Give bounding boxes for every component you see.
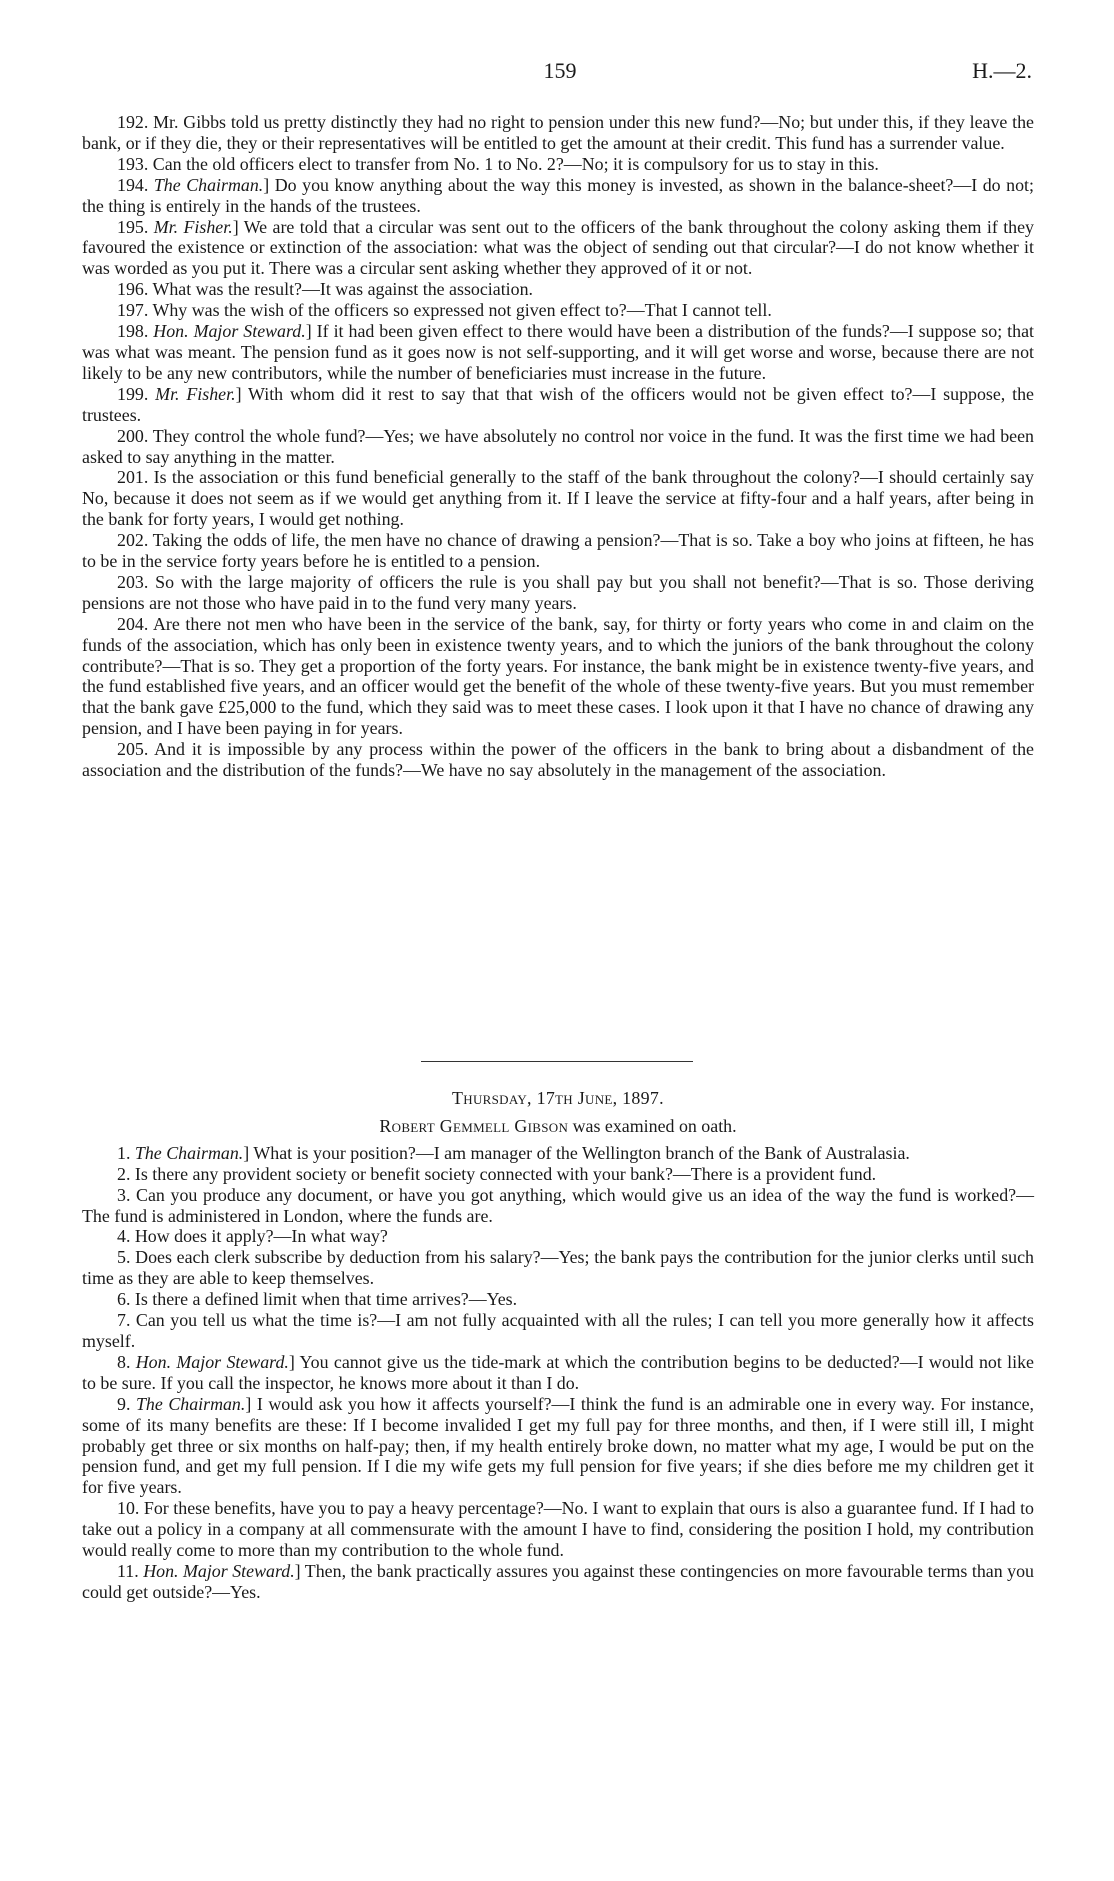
paragraph-text: 196. What was the result?—It was against the association.	[117, 279, 534, 300]
question-answer-paragraph	[82, 1143, 1034, 1164]
speaker-name: The Chairman.	[134, 1142, 244, 1163]
question-answer-paragraph	[82, 112, 1034, 154]
question-answer-paragraph	[82, 739, 1034, 781]
question-answer-paragraph	[82, 384, 1034, 426]
paragraph-text: 205. And it is impossible by any process within the power of the officers in the bank to bring about a disbandment of the association and the distribution of the funds?—We have no say absolutely in the management of the association.	[82, 739, 1034, 781]
paragraph-text: ] What is your position?—I am manager of the Wellington branch of the Bank of Australasia.	[243, 1142, 910, 1163]
paragraph-text: ] Then, the bank practically assures you against these contingencies on more favourable terms than you could get outside?—Yes.	[82, 1560, 1034, 1602]
question-answer-paragraph	[82, 279, 1034, 300]
paragraph-text: 204. Are there not men who have been in the service of the bank, say, for thirty or forty years who come in and claim on the funds of the association, which has only been in existence twenty years, and to which the juniors of the bank throughout the colony contribute?—That is so. They get a proportion of the forty years. For instance, the bank might be in existence twenty-five years, and the fund established five years, and an officer would get the benefit of the whole of these twenty-five years. But you must remember that the bank gave £25,000 to the fund, which they said was to meet these cases. I look upon it that I have no chance of drawing any pension, and I have been paying in for years.	[82, 613, 1034, 739]
paragraph-text: 6. Is there a defined limit when that time arrives?—Yes.	[117, 1289, 518, 1310]
speaker-name: The Chairman.	[153, 174, 264, 195]
sitting-date-heading: Thursday, 17th June, 1897.	[452, 1088, 664, 1108]
question-number: 9.	[117, 1393, 131, 1414]
evidence-section-previous-witness	[82, 112, 1034, 781]
speaker-name: The Chairman.	[135, 1393, 246, 1414]
page-number: 159	[543, 58, 577, 83]
question-number: 195.	[117, 216, 149, 237]
paragraph-text: 193. Can the old officers elect to transfer from No. 1 to No. 2?—No; it is compulsory for us to stay in this.	[117, 153, 879, 174]
speaker-name: Mr. Fisher.	[153, 216, 233, 237]
paragraph-text: ] I would ask you how it affects yourself?—I think the fund is an admirable one in every way. For instance, some of its many benefits are these: If I become invalided I get my full pay for three months, and then, if I were still ill, I might probably get three or six months on half-pay; then, if my health entirely broke down, no matter what my age, I would be put on the pension fund, and get my full pension. If I die my wife gets my full pension for five years; if she dies before me my children get it for five years.	[82, 1393, 1034, 1498]
paragraph-text: 2. Is there any provident society or benefit society connected with your bank?—There is a provident fund.	[117, 1163, 877, 1184]
paragraph-text: 10. For these benefits, have you to pay a heavy percentage?—No. I want to explain that ours is also a guarantee fund. If I had to take out a policy in a company at all commensurate with the amount I have to find, considering the position I hold, my contribution would really come to more than my contribution to the whole fund.	[82, 1498, 1034, 1561]
question-number: 11.	[117, 1560, 139, 1581]
paragraph-text: ] You cannot give us the tide-mark at which the contribution begins to be deducted?—I would not like to be sure. If you call the inspector, he knows more about it than I do.	[82, 1351, 1034, 1393]
paragraph-text: 5. Does each clerk subscribe by deduction from his salary?—Yes; the bank pays the contribution for the junior clerks until such time as they are able to keep themselves.	[82, 1247, 1034, 1289]
question-answer-paragraph	[82, 1226, 1034, 1247]
paragraph-text: ] With whom did it rest to say that that wish of the officers would not be given effect to?—I suppose, the trustees.	[82, 383, 1034, 425]
question-answer-paragraph	[82, 1352, 1034, 1394]
witness-oath-text: was examined on oath.	[568, 1115, 737, 1136]
witness-name: Robert Gemmell Gibson	[379, 1115, 569, 1136]
question-answer-paragraph	[82, 426, 1034, 468]
paragraph-text: 200. They control the whole fund?—Yes; we have absolutely no control nor voice in the fund. It was the first time we had been asked to say anything in the matter.	[82, 425, 1034, 467]
question-answer-paragraph	[82, 175, 1034, 217]
section-divider	[421, 1061, 693, 1062]
paragraph-text: 7. Can you tell us what the time is?—I am not fully acquainted with all the rules; I can tell you more generally how it affects myself.	[82, 1310, 1034, 1351]
paragraph-text: 203. So with the large majority of officers the rule is you shall pay but you shall not benefit?—That is so. Those deriving pensions are not those who have paid in to the fund very many years.	[82, 571, 1034, 613]
paragraph-text: ] We are told that a circular was sent out to the officers of the bank throughout the colony asking them if they favoured the existence or extinction of the association: what was the object of sending out that circular?—I do not know whether it was worded as you put it. There was a circular sent asking whether they approved of it or not.	[82, 216, 1035, 279]
question-number: 1.	[117, 1142, 131, 1163]
question-answer-paragraph	[82, 1498, 1034, 1561]
question-answer-paragraph	[82, 1164, 1034, 1185]
paragraph-text: ] If it had been given effect to there would have been a distribution of the funds?—I suppose so; that was what was meant. The pension fund as it goes now is not self-supporting, and it will get worse and worse, because there are not likely to be any new contributors, while the number of beneficiaries must increase in the future.	[82, 321, 1034, 383]
question-answer-paragraph	[82, 1394, 1034, 1499]
question-answer-paragraph	[82, 1247, 1034, 1289]
question-answer-paragraph	[82, 154, 1034, 175]
speaker-name: Hon. Major Steward.	[153, 321, 306, 342]
question-answer-paragraph	[82, 530, 1034, 572]
question-answer-paragraph	[82, 1310, 1034, 1352]
speaker-name: Hon. Major Steward.	[143, 1560, 295, 1581]
question-number: 199.	[117, 383, 149, 404]
question-number: 8.	[117, 1351, 131, 1372]
question-answer-paragraph	[82, 1185, 1034, 1227]
question-answer-paragraph	[82, 614, 1034, 739]
paragraph-text: 202. Taking the odds of life, the men have no chance of drawing a pension?—That is so. Take a boy who joins at fifteen, he has to be in the service forty years before he is entitled to a pension.	[82, 530, 1034, 572]
witness-line	[82, 1116, 1034, 1137]
evidence-section-gibson	[82, 1088, 1034, 1603]
question-answer-paragraph	[82, 572, 1034, 614]
question-number: 194.	[117, 174, 149, 195]
question-answer-paragraph	[82, 1561, 1034, 1603]
question-answer-paragraph	[82, 467, 1034, 530]
paragraph-text: ] Do you know anything about the way this money is invested, as shown in the balance-sheet?—I do not; the thing is entirely in the hands of the trustees.	[82, 174, 1034, 216]
speaker-name: Mr. Fisher.	[155, 383, 236, 404]
paragraph-text: 4. How does it apply?—In what way?	[117, 1226, 388, 1247]
question-number: 198.	[117, 321, 149, 342]
speaker-name: Hon. Major Steward.	[135, 1351, 289, 1372]
question-answer-paragraph	[82, 321, 1034, 384]
paragraph-text: 3. Can you produce any document, or have you got anything, which would give us an idea of the way the fund is worked?—The fund is administered in London, where the funds are.	[82, 1184, 1034, 1226]
paragraph-text: 197. Why was the wish of the officers so expressed not given effect to?—That I cannot tell.	[117, 300, 772, 321]
document-reference: H.—2.	[972, 58, 1032, 83]
question-answer-paragraph	[82, 1289, 1034, 1310]
paragraph-text: 192. Mr. Gibbs told us pretty distinctly they had no right to pension under this new fund?—No; but under this, if they leave the bank, or if they die, they or their representatives will be entitled to get the amount at their credit. This fund has a surrender value.	[82, 112, 1034, 153]
question-answer-paragraph	[82, 300, 1034, 321]
paragraph-text: 201. Is the association or this fund beneficial generally to the staff of the bank throughout the colony?—I should certainly say No, because it does not seem as if we would get anything from it. If I leave the service at fifty-four and a half years, after being in the bank for forty years, I would get nothing.	[82, 467, 1034, 530]
question-answer-paragraph	[82, 217, 1034, 280]
